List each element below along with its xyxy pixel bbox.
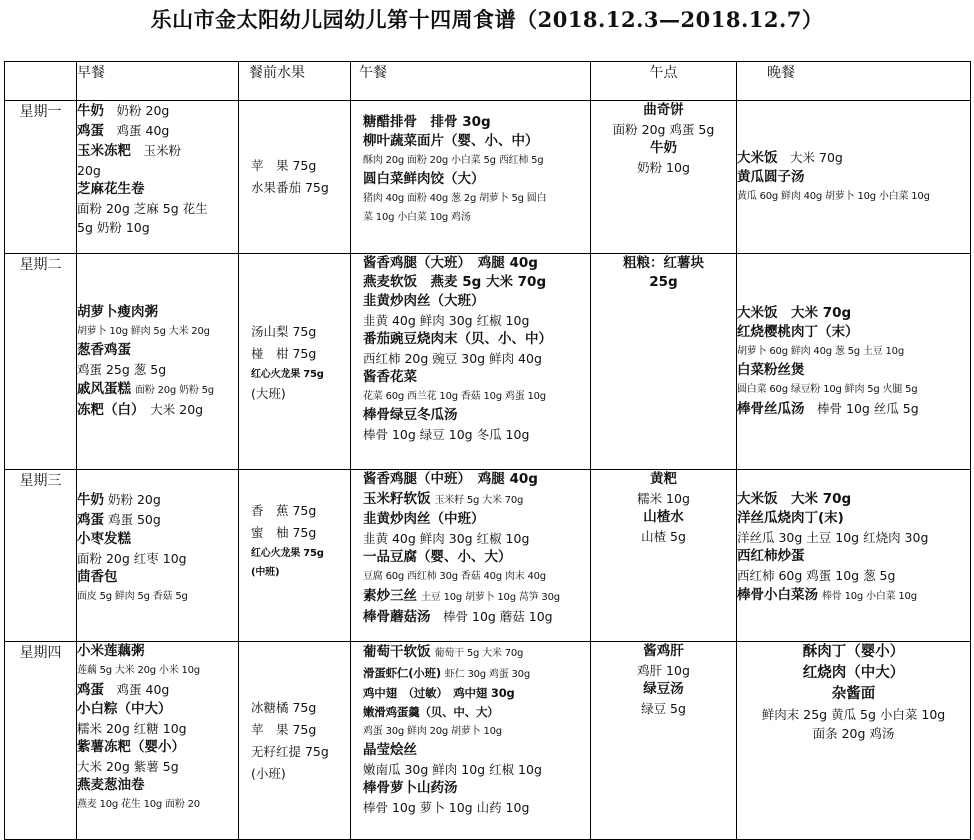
food-name: 山楂水 [643,509,684,525]
food-name: 一品豆腐（婴、小、大） [363,549,512,565]
header-dinner: 晚餐 [737,62,971,101]
food-ingredients: 20g [77,163,101,178]
snack-tuesday [591,254,737,470]
fruit-class-note: (大班) [251,385,286,401]
food-name: 葱香鸡蛋 [77,342,131,358]
food-ingredients: 韭黄 40g 鲜肉 30g 红椒 10g [363,531,530,546]
day-wednesday: 星期三 [5,470,77,642]
snack-wednesday [591,470,737,642]
breakfast-tuesday [77,254,239,470]
food-ingredients: 25g [649,274,678,290]
dinner-wednesday [737,470,971,642]
food-name: 韭黄炒肉丝（大班） [363,293,485,309]
snack-monday [591,101,737,254]
food-ingredients: 山楂 5g [641,529,686,544]
food-name: 棒骨蘑菇汤 [363,609,431,625]
header-fruit: 餐前水果 [239,62,351,101]
food-name: 糖醋排骨 排骨 30g [363,114,491,130]
fruit-class-note: (小班) [251,765,286,781]
lunch-monday [351,101,591,254]
fruit-class-note: (中班) [251,567,280,578]
food-ingredients: 玉米籽 5g 大米 70g [434,495,524,506]
fruit-item: 红心火龙果 75g [251,368,324,380]
food-ingredients: 面粉 20g 鸡蛋 5g [612,122,715,137]
food-ingredients: 面条 20g 鸡汤 [812,726,895,741]
food-name: 大米饭 大米 70g [737,305,852,321]
food-ingredients: 莲藕 5g 大米 20g 小米 10g [77,665,200,676]
fruit-item: 水果番茄 75g [251,180,329,195]
lunch-thursday [351,642,591,840]
lunch-wednesday [351,470,591,642]
food-name: 杂酱面 [831,686,876,702]
food-name: 紫薯冻粑（婴小） [77,739,185,755]
header-lunch: 午餐 [351,62,591,101]
food-name: 嫩滑鸡蛋羹（贝、中、大） [363,705,499,719]
dinner-monday [737,101,971,254]
food-ingredients: 大米 70g [790,150,843,165]
breakfast-monday [77,101,239,254]
food-name: 葡萄干软饭 [363,644,431,660]
food-name: 圆白菜鲜肉饺（大） [363,171,485,187]
food-name: 柳叶蔬菜面片（婴、小、中） [363,133,539,149]
food-ingredients: 奶粉 20g [107,492,161,507]
row-thursday [5,642,971,840]
food-ingredients: 鸡蛋 40g [116,123,170,138]
food-ingredients: 鸡肝 10g [637,663,690,678]
header-breakfast: 早餐 [77,62,239,101]
fruit-tuesday [239,254,351,470]
food-name: 酥肉丁（婴小） [802,644,905,660]
food-name: 牛奶 [77,492,104,508]
weekly-menu-table [4,61,971,840]
food-ingredients: 鸡蛋 40g [116,682,170,697]
fruit-thursday [239,642,351,840]
food-ingredients: 嫩南瓜 30g 鲜肉 10g 红椒 10g [363,762,542,777]
food-ingredients: 玉米粉 [143,143,182,158]
food-ingredients: 黄瓜 60g 鲜肉 40g 胡萝卜 10g 小白菜 10g [737,191,930,202]
food-name: 玉米冻粑 [77,143,131,159]
food-name: 素炒三丝 [363,588,417,604]
header-row [5,62,971,101]
food-ingredients: 鸡蛋 25g 葱 5g [77,362,167,377]
food-name: 芝麻花生卷 [77,181,145,197]
row-wednesday [5,470,971,642]
food-ingredients: 胡萝卜 10g 鲜肉 5g 大米 20g [77,326,210,337]
food-ingredients: 5g 奶粉 10g [77,220,150,235]
food-ingredients: 花菜 60g 西兰花 10g 香菇 10g 鸡蛋 10g [363,391,546,402]
food-ingredients: 鸡蛋 30g 鲜肉 20g 胡萝卜 10g [363,726,502,737]
food-ingredients: 韭黄 40g 鲜肉 30g 红椒 10g [363,313,530,328]
food-name: 小白粽（中大） [77,701,172,717]
food-name: 大米饭 大米 70g [737,491,852,507]
food-name: 鸡蛋 [77,512,104,528]
food-ingredients: 菜 10g 小白菜 10g 鸡汤 [363,212,471,223]
food-name: 棒骨绿豆冬瓜汤 [363,407,458,423]
food-ingredients: 棒骨 10g 萝卜 10g 山药 10g [363,800,530,815]
food-name: 酱香鸡腿（中班） 鸡腿 40g [363,471,538,487]
day-monday: 星期一 [5,101,77,254]
food-name: 番茄豌豆烧肉末（贝、小、中） [363,331,552,347]
food-name: 西红柿炒蛋 [737,548,805,564]
food-ingredients: 葡萄干 5g 大米 70g [434,648,524,659]
row-tuesday [5,254,971,470]
food-ingredients: 奶粉 10g [637,160,690,175]
fruit-item: 香 蕉 75g [251,503,317,518]
day-tuesday: 星期二 [5,254,77,470]
food-name: 鸡蛋 [77,123,104,139]
dinner-tuesday [737,254,971,470]
food-ingredients: 酥肉 20g 面粉 20g 小白菜 5g 西红柿 5g [363,155,544,166]
fruit-item: 冰糖橘 75g [251,699,317,715]
food-name: 白菜粉丝煲 [737,362,805,378]
food-ingredients: 豆腐 60g 西红柿 30g 香菇 40g 肉末 40g [363,571,546,582]
food-name: 洋丝瓜烧肉丁(末) [737,510,844,526]
food-name: 酱香花菜 [363,369,417,385]
food-name: 红烧樱桃肉丁（末） [737,324,859,340]
food-name: 鸡蛋 [77,682,104,698]
food-ingredients: 大米 20g 紫薯 5g [77,759,179,774]
dinner-thursday [737,642,971,840]
food-name: 茴香包 [77,569,118,585]
food-ingredients: 棒骨 10g 蘑菇 10g [443,609,553,624]
food-name: 韭黄炒肉丝（中班） [363,511,485,527]
food-ingredients: 面皮 5g 鲜肉 5g 香菇 5g [77,591,188,602]
food-ingredients: 西红柿 60g 鸡蛋 10g 葱 5g [737,568,896,583]
fruit-item: 无籽红提 75g [251,743,329,759]
food-ingredients: 面粉 20g 奶粉 5g [134,385,214,396]
food-ingredients: 糯米 10g [637,491,690,506]
page-title: 乐山市金太阳幼儿园幼儿第十四周食谱（2018.12.3—2018.12.7） [150,7,824,32]
food-name: 黄瓜圆子汤 [737,169,805,185]
fruit-item: 苹 果 75g [251,158,317,173]
food-name: 晶莹烩丝 [363,742,417,758]
food-ingredients: 虾仁 30g 鸡蛋 30g [444,669,530,680]
food-name: 酱鸡肝 [643,643,684,659]
fruit-item: 椪 柑 75g [251,345,317,361]
food-ingredients: 棒骨 10g 绿豆 10g 冬瓜 10g [363,427,530,442]
food-ingredients: 面粉 20g 芝麻 5g 花生 [77,201,208,216]
food-name: 红烧肉（中大） [802,665,905,681]
food-ingredients: 棒骨 10g 丝瓜 5g [817,401,919,416]
food-name: 粗粮：红薯块 [623,255,704,271]
food-ingredients: 猪肉 40g 面粉 40g 葱 2g 胡萝卜 5g 圆白 [363,193,547,204]
row-monday [5,101,971,254]
fruit-wednesday [239,470,351,642]
food-name: 小米莲藕粥 [77,643,145,659]
food-ingredients: 燕麦 10g 花生 10g 面粉 20 [77,799,200,810]
food-name: 大米饭 [737,150,778,166]
food-name: 戚风蛋糕 [77,381,131,397]
food-name: 鸡中翅 （过敏） 鸡中翅 30g [363,686,515,700]
food-ingredients: 奶粉 20g [116,103,170,118]
food-name: 棒骨萝卜山药汤 [363,780,458,796]
food-name: 冻粑（白） [77,402,138,418]
food-name: 酱香鸡腿（大班） 鸡腿 40g [363,255,538,271]
food-ingredients: 鸡蛋 50g [107,512,161,527]
food-ingredients: 洋丝瓜 30g 土豆 10g 红烧肉 30g [737,530,929,545]
food-ingredients: 西红柿 20g 豌豆 30g 鲜肉 40g [363,351,542,366]
food-name: 燕麦软饭 燕麦 5g 大米 70g [363,274,547,290]
food-ingredients: 棒骨 10g 小白菜 10g [821,591,917,602]
food-ingredients: 绿豆 5g [641,701,686,716]
food-name: 玉米籽软饭 [363,491,431,507]
food-name: 滑蛋虾仁(小班) [363,666,441,680]
header-snack: 午点 [591,62,737,101]
food-name: 棒骨小白菜汤 [737,587,818,603]
fruit-item: 红心火龙果 75g [251,548,324,559]
fruit-item: 汤山梨 75g [251,323,317,339]
breakfast-thursday [77,642,239,840]
day-thursday: 星期四 [5,642,77,840]
food-ingredients: 糯米 20g 红糖 10g [77,721,187,736]
food-ingredients: 圆白菜 60g 绿豆粉 10g 鲜肉 5g 火腿 5g [737,384,918,395]
food-ingredients: 面粉 20g 红枣 10g [77,551,187,566]
fruit-item: 苹 果 75g [251,721,317,737]
food-ingredients: 鲜肉末 25g 黄瓜 5g 小白菜 10g [761,707,946,722]
food-name: 黄粑 [650,471,677,487]
header-blank [5,62,77,101]
fruit-item: 蜜 柚 75g [251,525,317,540]
food-name: 牛奶 [77,103,104,119]
food-name: 小枣发糕 [77,531,131,547]
fruit-monday [239,101,351,254]
snack-thursday [591,642,737,840]
food-name: 牛奶 [650,140,677,156]
food-ingredients: 土豆 10g 胡萝卜 10g 莴笋 30g [420,592,560,603]
food-name: 胡萝卜瘦肉粥 [77,304,158,320]
food-name: 燕麦葱油卷 [77,777,145,793]
food-name: 棒骨丝瓜汤 [737,401,805,417]
food-ingredients: 胡萝卜 60g 鲜肉 40g 葱 5g 土豆 10g [737,346,904,357]
breakfast-wednesday [77,470,239,642]
food-name: 曲奇饼 [643,102,684,118]
lunch-tuesday [351,254,591,470]
food-ingredients: 大米 20g [150,402,204,417]
food-name: 绿豆汤 [643,681,684,697]
